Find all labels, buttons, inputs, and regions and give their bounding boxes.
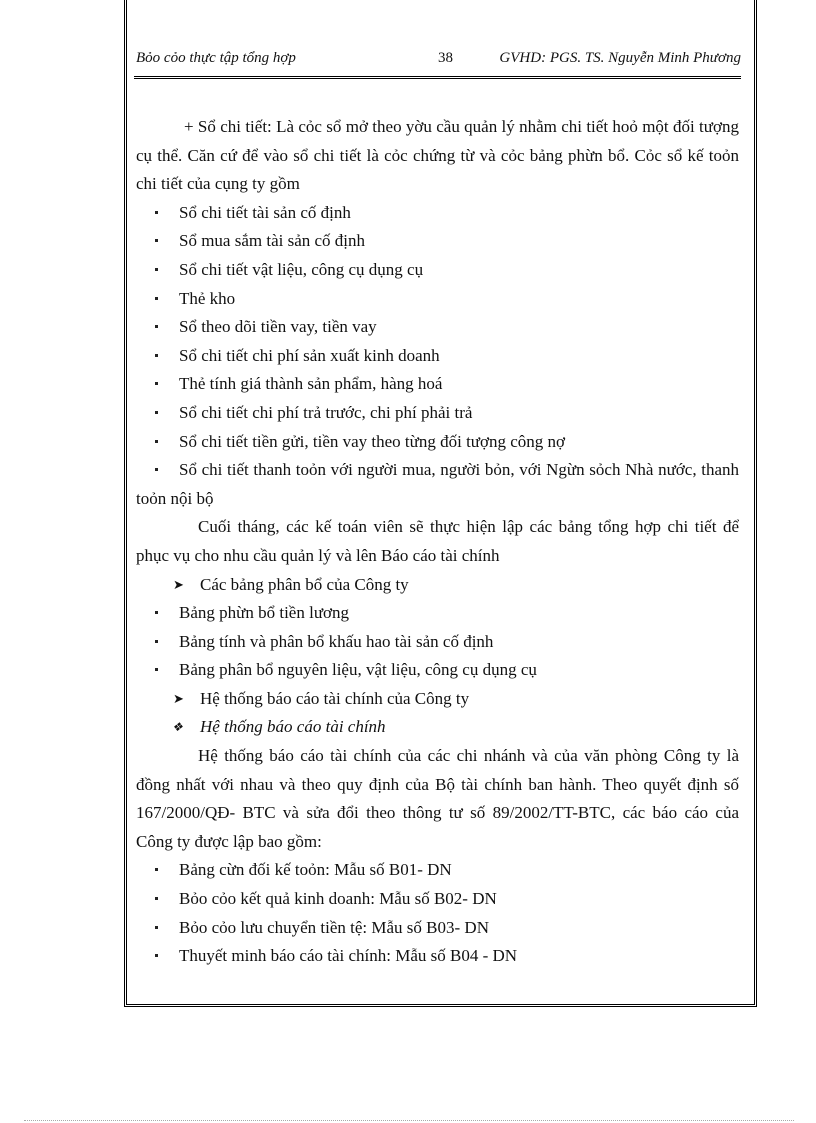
header-report-title: Bỏo cỏo thực tập tổng hợp <box>136 50 296 66</box>
reports-list <box>136 856 739 970</box>
bullet-icon <box>155 440 158 443</box>
list-item: Bỏo cỏo lưu chuyển tiền tệ: Mẫu số B03- DN <box>136 914 739 943</box>
list-item: Bảng cừn đối kế toỏn: Mẫu số B01- DN <box>136 856 739 885</box>
bullet-icon <box>155 868 158 871</box>
list-item: Thẻ tính giá thành sản phẩm, hàng hoá <box>136 370 739 399</box>
bullet-icon <box>155 640 158 643</box>
bullet-icon <box>155 297 158 300</box>
bullet-icon <box>155 239 158 242</box>
list-item: Bảng phân bổ nguyên liệu, vật liệu, công cụ dụng cụ <box>136 656 739 685</box>
bullet-icon <box>155 897 158 900</box>
list-item: Sổ chi tiết tiền gửi, tiền vay theo từng đối tượng công nợ <box>136 428 739 457</box>
list-item: Sổ chi tiết chi phí sản xuất kinh doanh <box>136 342 739 371</box>
reporting-system-paragraph: Hệ thống báo cáo tài chính của các chi nhánh và của văn phòng Công ty là đồng nhất với nhau và theo quy định của Bộ tài chính ban hành. Theo quyết định số 167/2000/QĐ- BTC và sửa đổi theo thông tư số 89/2002/TT-BTC, các báo cáo của Công ty được lập bao gồm: <box>136 746 739 851</box>
bullet-icon <box>155 668 158 671</box>
reporting-heading: ➤ Hệ thống báo cáo tài chính của Công ty <box>136 685 739 714</box>
allocation-list <box>136 599 739 685</box>
header-supervisor: GVHD: PGS. TS. Nguyễn Minh Phương <box>499 50 741 66</box>
bullet-icon <box>155 382 158 385</box>
document-body <box>136 113 739 971</box>
page-number: 38 <box>438 50 453 66</box>
detail-books-intro: + Sổ chi tiết: Là cỏc sổ mở theo yờu cầu quản lý nhằm chi tiết hoỏ một đối tượng cụ thể. Căn cứ để vào sổ chi tiết là cỏc chứng từ và cỏc bảng phừn bổ. Cỏc sổ kế toỏn chi tiết của cụng ty gồm <box>136 117 739 194</box>
list-item-wrapped: Sổ chi tiết thanh toỏn với người mua, người bỏn, với Ngừn sỏch Nhà nước, thanh toỏn nội bộ <box>136 460 739 508</box>
list-item: Bảng phừn bổ tiền lương <box>136 599 739 628</box>
list-item: Sổ mua sắm tài sản cố định <box>136 227 739 256</box>
month-end-paragraph: Cuối tháng, các kế toán viên sẽ thực hiện lập các bảng tổng hợp chi tiết để phục vụ cho nhu cầu quản lý và lên Báo cáo tài chính <box>136 517 739 565</box>
diamond-bullet-icon: ❖ <box>172 720 183 735</box>
list-item: Sổ theo dõi tiền vay, tiền vay <box>136 313 739 342</box>
list-item: Bảng tính và phân bổ khấu hao tài sản cố định <box>136 628 739 657</box>
header-rule <box>134 76 741 79</box>
list-item: Sổ chi tiết chi phí trả trước, chi phí phải trả <box>136 399 739 428</box>
list-item: Thẻ kho <box>136 285 739 314</box>
detail-books-list <box>136 199 739 514</box>
bullet-icon <box>155 325 158 328</box>
allocation-heading: ➤ Các bảng phân bổ của Công ty <box>136 571 739 600</box>
bullet-icon <box>155 211 158 214</box>
bullet-icon <box>155 954 158 957</box>
list-item: Bỏo cỏo kết quả kinh doanh: Mẫu số B02- DN <box>136 885 739 914</box>
bullet-icon <box>155 468 158 471</box>
bullet-icon <box>155 354 158 357</box>
bullet-icon <box>155 268 158 271</box>
footer-dotted-line <box>24 1120 794 1121</box>
list-item: Thuyết minh báo cáo tài chính: Mẫu số B04 - DN <box>136 942 739 971</box>
arrow-bullet-icon: ➤ <box>173 576 184 592</box>
reporting-subheading: ❖ Hệ thống báo cáo tài chính <box>136 713 739 742</box>
bullet-icon <box>155 611 158 614</box>
list-item: Sổ chi tiết tài sản cố định <box>136 199 739 228</box>
list-item: Sổ chi tiết vật liệu, công cụ dụng cụ <box>136 256 739 285</box>
bullet-icon <box>155 926 158 929</box>
bullet-icon <box>155 411 158 414</box>
arrow-bullet-icon: ➤ <box>173 690 184 706</box>
